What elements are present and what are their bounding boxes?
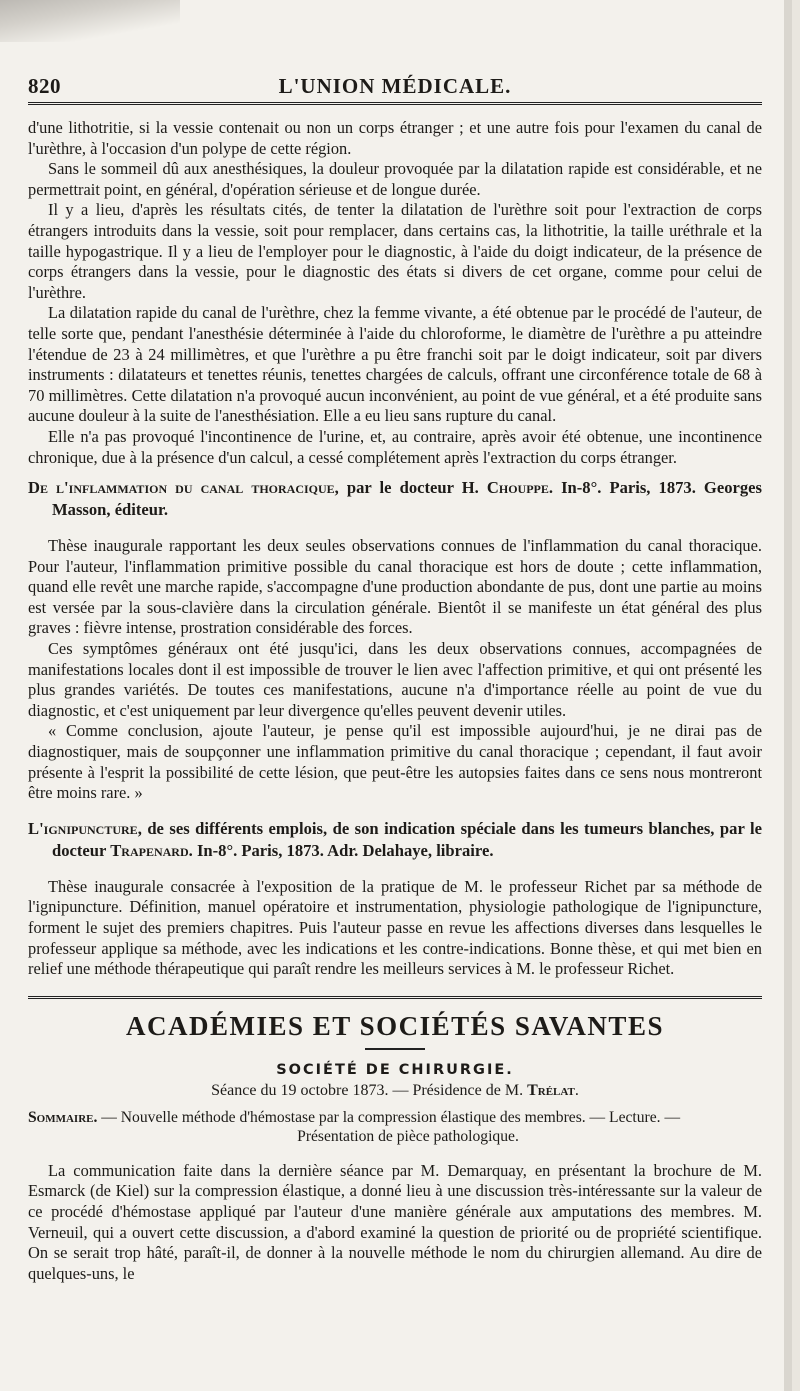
paragraph: Thèse inaugurale rapportant les deux seules observations connues de l'inflammation du canal thoracique. Pour l'auteur, l'inflammation primitive possible du canal thoracique est hors de doute ; cette inflammation, quand elle revêt une marche rapide, s'accompagne d'une production abondante de pus, dont une partie au moins est versée par la sous-clavière dans la circulation générale. Bientôt il se manifeste un état général des plus graves : fièvre intense, prostration considérable des forces. (28, 536, 762, 638)
page-number: 820 (28, 74, 61, 98)
header-rule (28, 102, 762, 105)
session-line: Séance du 19 octobre 1873. — Présidence de M. Trélat. (211, 1081, 579, 1099)
short-rule (365, 1048, 425, 1050)
paragraph: Ces symptômes généraux ont été jusqu'ici, dans les deux observations connues, accompagnées de manifestations locales dont il est impossible de trouver le lien avec l'affection primitive, et qui ont présenté les plus grandes variétés. De toutes ces manifestations, aucune n'a d'importance réelle au point de vue du diagnostic, et c'est uniquement par leur divergence qu'elles peuvent devenir utiles. (28, 639, 762, 720)
paragraph: Sans le sommeil dû aux anesthésiques, la douleur provoquée par la dilatation rapide est considérable, et ne permettrait point, en général, d'opération sérieuse et de longue durée. (28, 159, 762, 199)
paragraph: Elle n'a pas provoqué l'incontinence de l'urine, et, au contraire, après avoir été obtenue, une incontinence chronique, due à la présence d'un calcul, a cessé complétement après l'extraction du corps étranger. (28, 426, 762, 467)
sommaire: Sommaire. — Nouvelle méthode d'hémostase par la compression élastique des membres. — Lecture. — Présentation de pièce pathologique. (28, 1108, 681, 1146)
scan-smudge (0, 0, 180, 42)
paragraph: d'une lithotritie, si la vessie contenait ou non un corps étranger ; et une autre fois pour l'examen du canal de l'urèthre, à l'occasion d'un polype de cette région. (28, 118, 762, 158)
running-header (28, 72, 762, 102)
paragraph: La dilatation rapide du canal de l'urèthre, chez la femme vivante, a été obtenue par le procédé de l'auteur, de telle sorte que, pendant l'anesthésie déterminée à l'aide du chloroforme, le diamètre de l'urèthre a pu atteindre l'étendue de 23 à 24 millimètres, et que l'urèthre a pu être franchi soit par le doigt indicateur, soit par divers instruments : dilatateurs et tenettes réunis, tenettes chargées de calculs, offrant une circonférence totale de 68 à 70 millimètres. Cette dilatation n'a provoqué aucun inconvénient, au point de vue général, et a été produite sans aucune douleur à la suite de l'anesthésiation. Elle a eu lieu sans rupture du canal. (28, 303, 762, 426)
review-publication: . In-8°. Paris, 1873. Adr. Delahaye, libraire. (188, 840, 494, 860)
page-edge (784, 0, 792, 1391)
section-rule (28, 996, 762, 1003)
paragraph: Il y a lieu, d'après les résultats cités, de tenter la dilatation de l'urèthre soit pour l'extraction de corps étrangers introduits dans la vessie, soit pour remplacer, dans certains cas, la lithotritie, la taille uréthrale et la taille hypogastrique. Il y a lieu de l'employer pour le diagnostic, à l'aide du doigt indicateur, de la présence de corps étrangers dans la vessie, pour le diagnostic des états si divers de cet organe, comme pour celui de l'urèthre. (28, 200, 762, 302)
sommaire-label: Sommaire. (28, 1108, 98, 1126)
review-author: Chouppe (486, 478, 549, 498)
review-publication: . In-8°. Paris, 1873. Georges Masson, éditeur. (52, 478, 762, 520)
review-author: Trapenard (110, 840, 189, 860)
president-name: Trélat (527, 1081, 575, 1099)
journal-title: L'UNION MÉDICALE. (278, 74, 512, 98)
review-heading: L'ignipuncture, de ses différents emplois, de son indication spéciale dans les tumeurs blanches, par le docteur Trapenard. In-8°. Paris, 1873. Adr. Delahaye, libraire. (28, 818, 762, 860)
page-body (28, 118, 762, 1284)
paragraph: « Comme conclusion, ajoute l'auteur, je pense qu'il est impossible aujourd'hui, je ne dirai pas de diagnostiquer, mais de soupçonner une inflammation primitive du canal thoracique ; cependant, il faut avoir présente à l'esprit la possibilité de cette lésion, que peut-être les autopsies faites dans ce sens nous montreront être moins rare. » (28, 721, 762, 803)
review-title: L'ignipuncture (28, 818, 138, 838)
paragraph: Thèse inaugurale consacrée à l'exposition de la pratique de M. le professeur Richet par sa méthode de l'ignipuncture. Définition, manuel opératoire et instrumentation, physiologie pathologique de l'ignipuncture, forment le sujet des premiers chapitres. Puis l'auteur passe en revue les affections diverses dans lesquelles le professeur applique sa méthode, avec les indications et les contre-indications. Bonne thèse, et qui met bien en relief une méthode thérapeutique qui paraît rendre les meilleurs services à M. le professeur Richet. (28, 876, 762, 979)
society-title: SOCIÉTÉ DE CHIRURGIE. (276, 1061, 514, 1078)
paragraph: La communication faite dans la dernière séance par M. Demarquay, en présentant la brochure de M. Esmarck (de Kiel) sur la compression élastique, a donné lieu à une discussion très-intéressante sur la valeur de ce procédé d'hémostase appliqué par l'auteur d'une manière générale aux amputations des membres. M. Verneuil, qui a ouvert cette discussion, a d'abord examiné la question de priorité ou de propriété scientifique. On se serait trop hâté, paraît-il, de donner à la nouvelle méthode le nom du chirurgien allemand. Au dire de quelques-uns, le (28, 1160, 762, 1283)
section-title: ACADÉMIES ET SOCIÉTÉS SAVANTES (126, 1010, 664, 1041)
review-title: De l'inflammation du canal thoracique (28, 478, 335, 498)
review-heading: De l'inflammation du canal thoracique, par le docteur H. Chouppe. In-8°. Paris, 1873. Georges Masson, éditeur. (28, 478, 762, 520)
